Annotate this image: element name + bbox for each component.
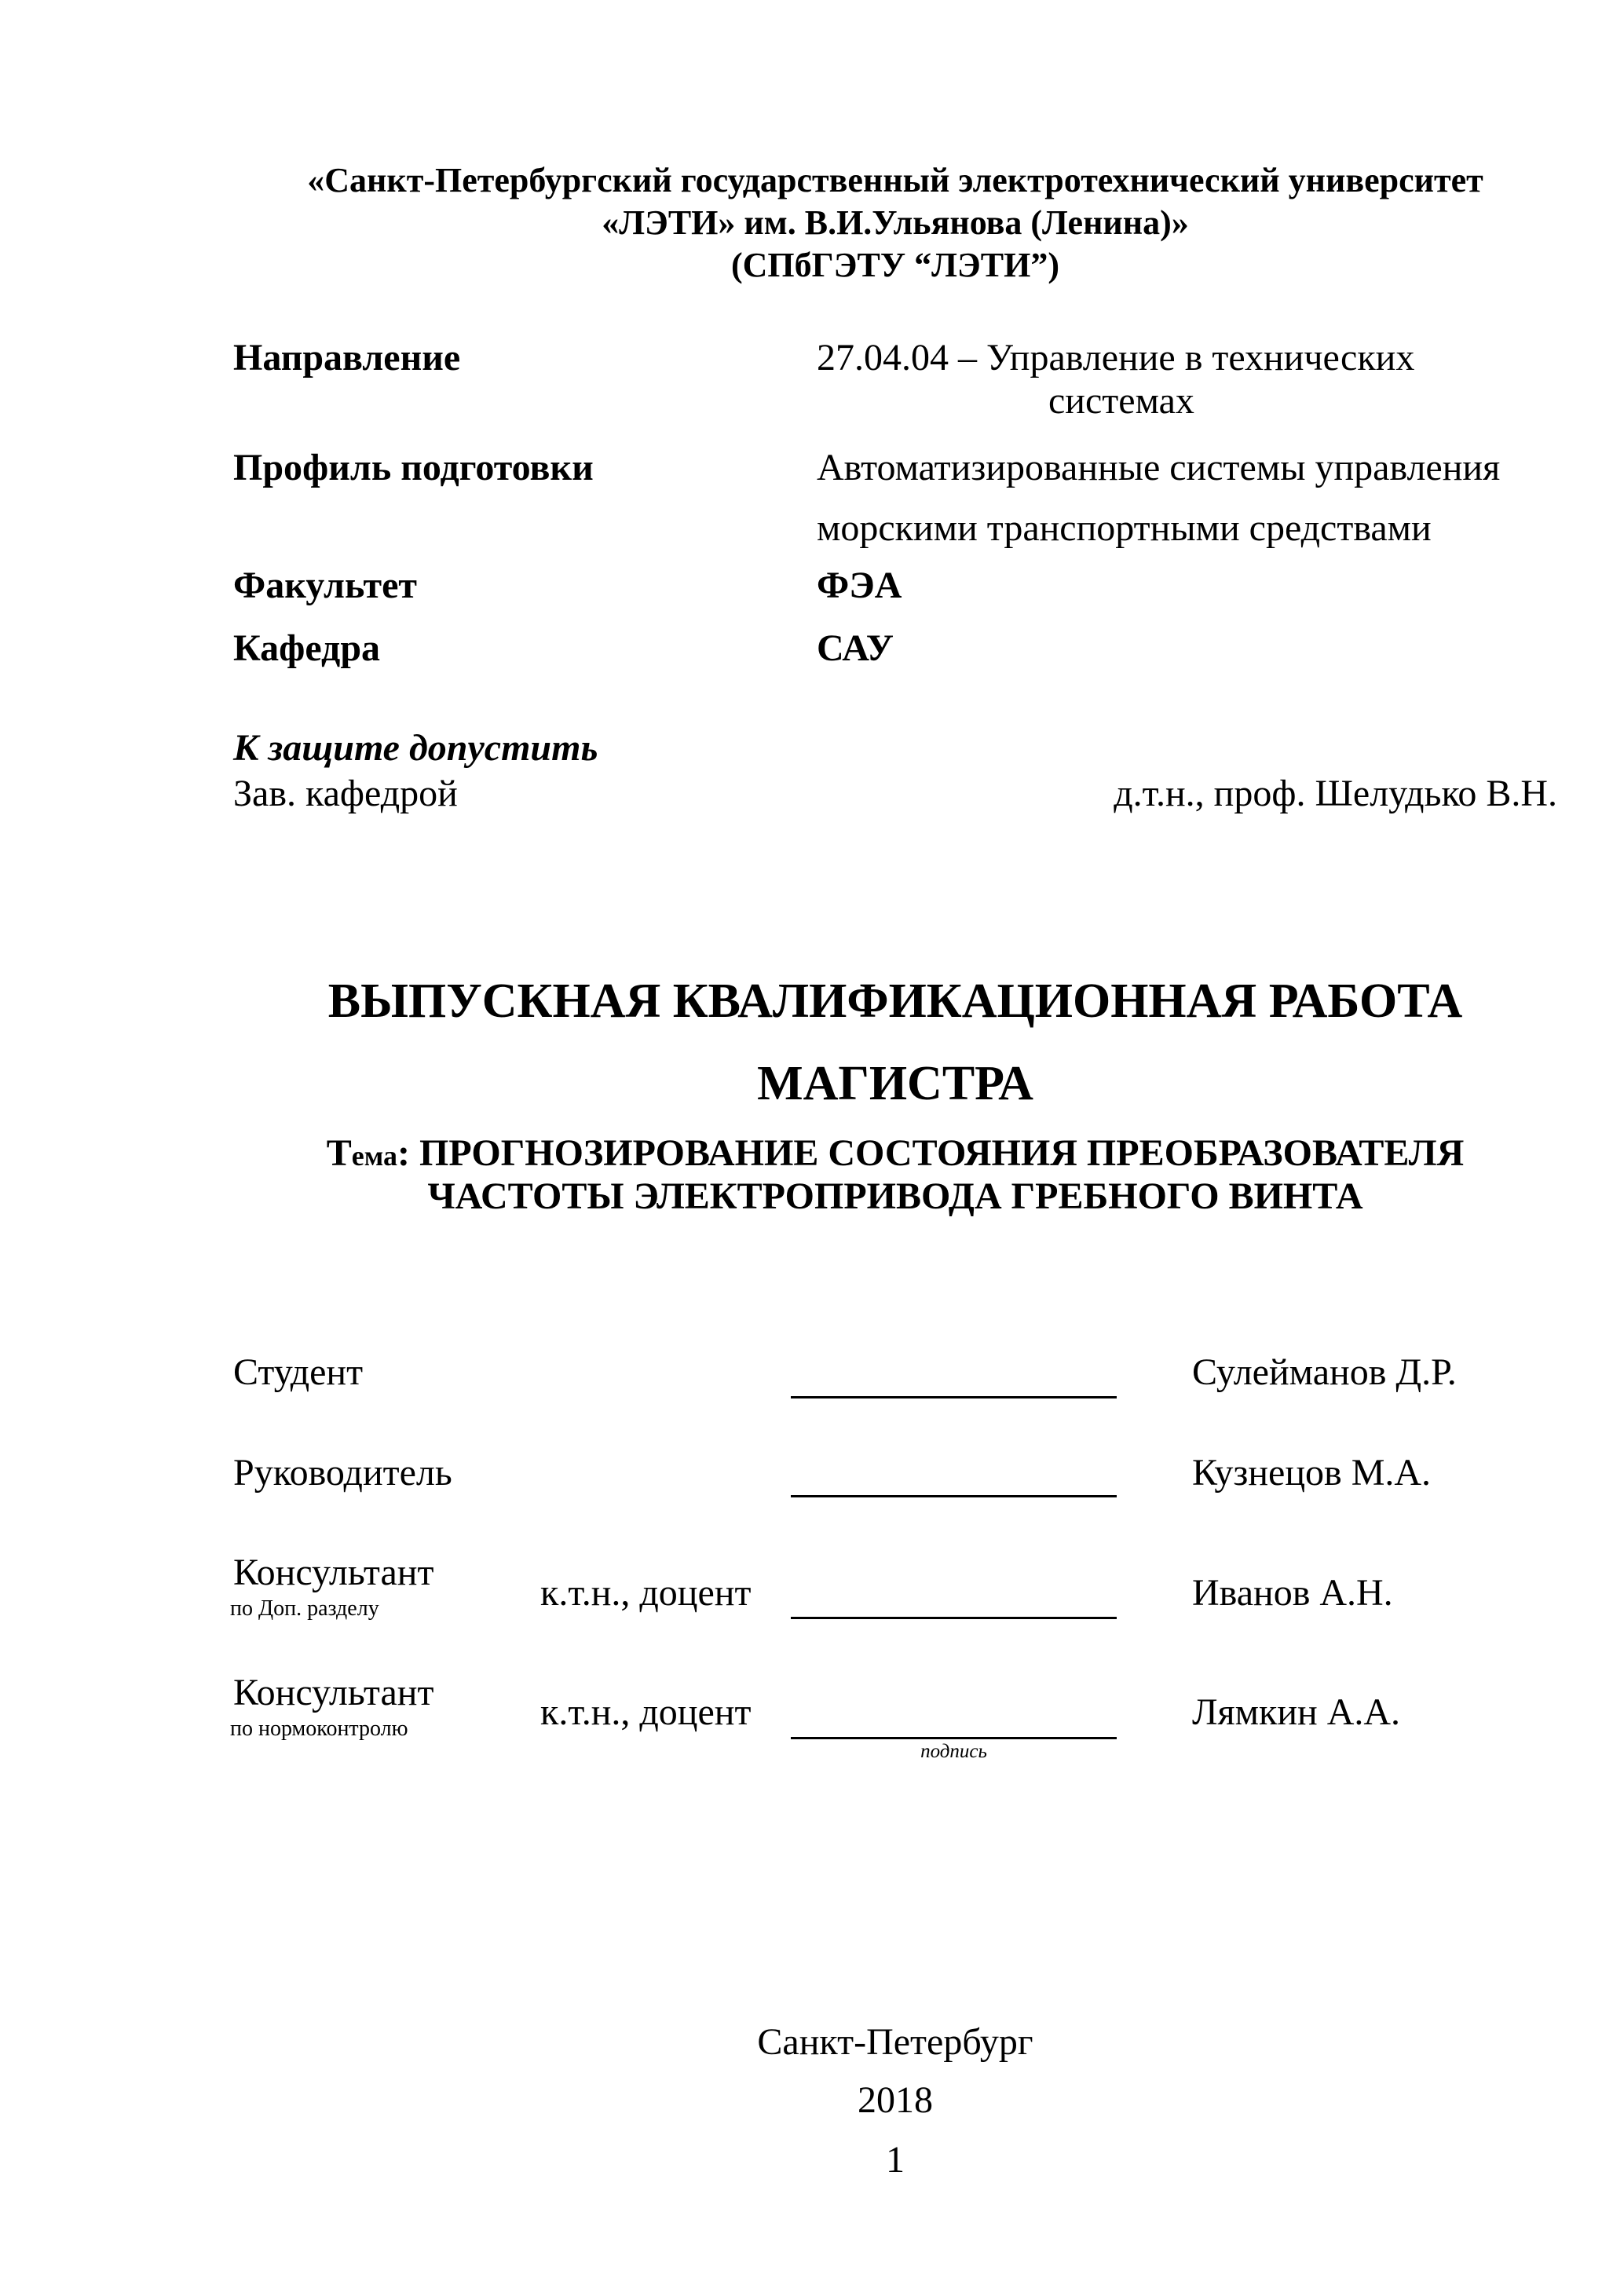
signature-name-consultant-2: Лямкин А.А. <box>1192 1691 1401 1733</box>
approval-person: д.т.н., проф. Шелудько В.Н. <box>1114 773 1557 814</box>
faculty-value: ФЭА <box>817 565 902 606</box>
signature-name-student: Сулейманов Д.Р. <box>1192 1351 1457 1393</box>
thesis-title-line2: МАГИСТРА <box>757 1057 1033 1110</box>
signature-name-supervisor: Кузнецов М.А. <box>1192 1452 1432 1493</box>
footer-city: Санкт-Петербург <box>757 2021 1033 2063</box>
signature-line-consultant-1 <box>791 1617 1117 1619</box>
signature-line-student <box>791 1396 1117 1398</box>
thesis-topic-line1 <box>233 1132 1557 1174</box>
faculty-label: Факультет <box>233 565 417 606</box>
topic-text-line1: ПРОГНОЗИРОВАНИЕ СОСТОЯНИЯ ПРЕОБРАЗОВАТЕЛЯ <box>410 1132 1465 1174</box>
signature-line-supervisor <box>791 1495 1117 1497</box>
department-label: Кафедра <box>233 627 381 669</box>
signature-name-consultant-1: Иванов А.Н. <box>1192 1572 1393 1614</box>
approval-heading: К защите допустить <box>233 727 598 769</box>
profile-label: Профиль подготовки <box>233 447 594 488</box>
department-value: САУ <box>817 627 894 669</box>
signature-degree-consultant-2: к.т.н., доцент <box>540 1691 752 1733</box>
signature-role-supervisor: Руководитель <box>233 1452 452 1493</box>
profile-value-line2: морскими транспортными средствами <box>817 507 1432 549</box>
signature-line-consultant-2 <box>791 1737 1117 1739</box>
direction-value-line1: 27.04.04 – Управление в технических <box>817 337 1415 378</box>
signature-role-consultant-2: Консультант <box>233 1672 434 1713</box>
university-name-line2: «ЛЭТИ» им. В.И.Ульянова (Ленина)» <box>602 203 1189 242</box>
signature-role-consultant-1: Консультант <box>233 1552 434 1593</box>
topic-prefix-first: Т <box>326 1132 352 1174</box>
university-name-line1: «Санкт-Петербургский государственный электротехнический университет <box>307 161 1483 199</box>
topic-prefix-rest: ема <box>351 1140 398 1172</box>
signature-sub-consultant-1: по Доп. разделу <box>230 1596 379 1621</box>
signature-sub-consultant-2: по нормоконтролю <box>230 1717 408 1741</box>
signature-role-student: Студент <box>233 1351 364 1393</box>
topic-colon: : <box>397 1132 411 1174</box>
approval-role: Зав. кафедрой <box>233 773 458 814</box>
signature-caption: подпись <box>920 1741 987 1762</box>
direction-label: Направление <box>233 337 461 378</box>
page-number: 1 <box>886 2139 905 2181</box>
profile-value-line1: Автоматизированные системы управления <box>817 447 1501 488</box>
footer-year: 2018 <box>858 2079 933 2121</box>
thesis-topic-line2: ЧАСТОТЫ ЭЛЕКТРОПРИВОДА ГРЕБНОГО ВИНТА <box>427 1175 1363 1217</box>
signature-degree-consultant-1: к.т.н., доцент <box>540 1572 752 1614</box>
university-abbreviation: (СПбГЭТУ “ЛЭТИ”) <box>731 246 1059 284</box>
thesis-title-line1: ВЫПУСКНАЯ КВАЛИФИКАЦИОННАЯ РАБОТА <box>327 974 1463 1028</box>
direction-value-line2: системах <box>1048 380 1194 422</box>
